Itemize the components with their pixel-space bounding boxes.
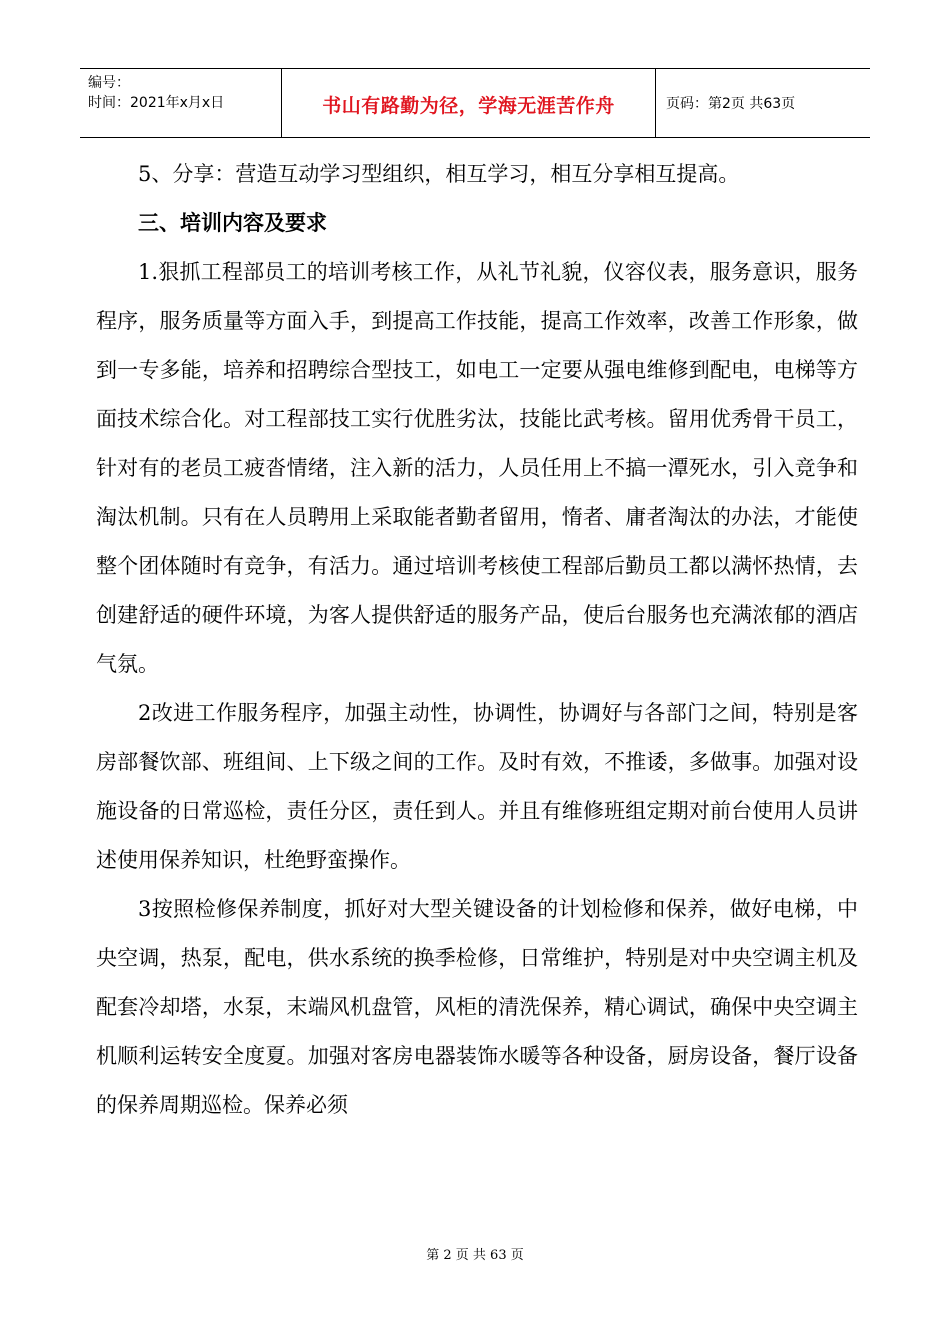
page-footer: 第 2 页 共 63 页 xyxy=(426,1248,524,1263)
header-page-cell xyxy=(656,69,870,137)
header-motto: 书山有路勤为径，学海无涯苦作舟 xyxy=(322,94,615,117)
document-number-label: 编号： xyxy=(88,75,130,91)
header-motto-cell xyxy=(282,69,656,137)
document-body xyxy=(96,150,858,1130)
section-heading: 三、培训内容及要求 xyxy=(138,211,327,235)
paragraph-sharing: 5、分享：营造互动学习型组织，相互学习，相互分享相互提高。 xyxy=(138,162,740,186)
document-header xyxy=(80,68,870,138)
header-page-label: 页码：第2页 共63页 xyxy=(666,96,796,112)
document-time-label: 时间：2021年x月x日 xyxy=(88,95,225,111)
header-left-cell xyxy=(80,69,282,137)
paragraph-item-1: 1.狠抓工程部员工的培训考核工作，从礼节礼貌，仪容仪表，服务意识，服务程序，服务质量等方面入手，到提高工作技能，提高工作效率，改善工作形象，做到一专多能，培养和招聘综合型技工，如电工一定要从强电维修到配电，电梯等方面技术综合化。对工程部技工实行优胜劣汰，技能比武考核。留用优秀骨干员工，针对有的老员工疲沓情绪，注入新的活力，人员任用上不搞一潭死水，引入竞争和淘汰机制。只有在人员聘用上采取能者勤者留用，惰者、庸者淘汰的办法，才能使整个团体随时有竞争，有活力。通过培训考核使工程部后勤员工都以满怀热情，去创建舒适的硬件环境，为客人提供舒适的服务产品，使后台服务也充满浓郁的酒店气氛。 xyxy=(96,260,858,676)
paragraph-item-3: 3按照检修保养制度，抓好对大型关键设备的计划检修和保养，做好电梯，中央空调，热泵，配电，供水系统的换季检修，日常维护，特别是对中央空调主机及配套冷却塔，水泵，末端风机盘管，风柜的清洗保养，精心调试，确保中央空调主机顺利运转安全度夏。加强对客房电器装饰水暖等各种设备，厨房设备，餐厅设备的保养周期巡检。保养必须 xyxy=(96,897,858,1117)
paragraph-item-2: 2改进工作服务程序，加强主动性，协调性，协调好与各部门之间，特别是客房部餐饮部、班组间、上下级之间的工作。及时有效，不推诿，多做事。加强对设施设备的日常巡检，责任分区，责任到人。并且有维修班组定期对前台使用人员讲述使用保养知识，杜绝野蛮操作。 xyxy=(96,701,858,872)
